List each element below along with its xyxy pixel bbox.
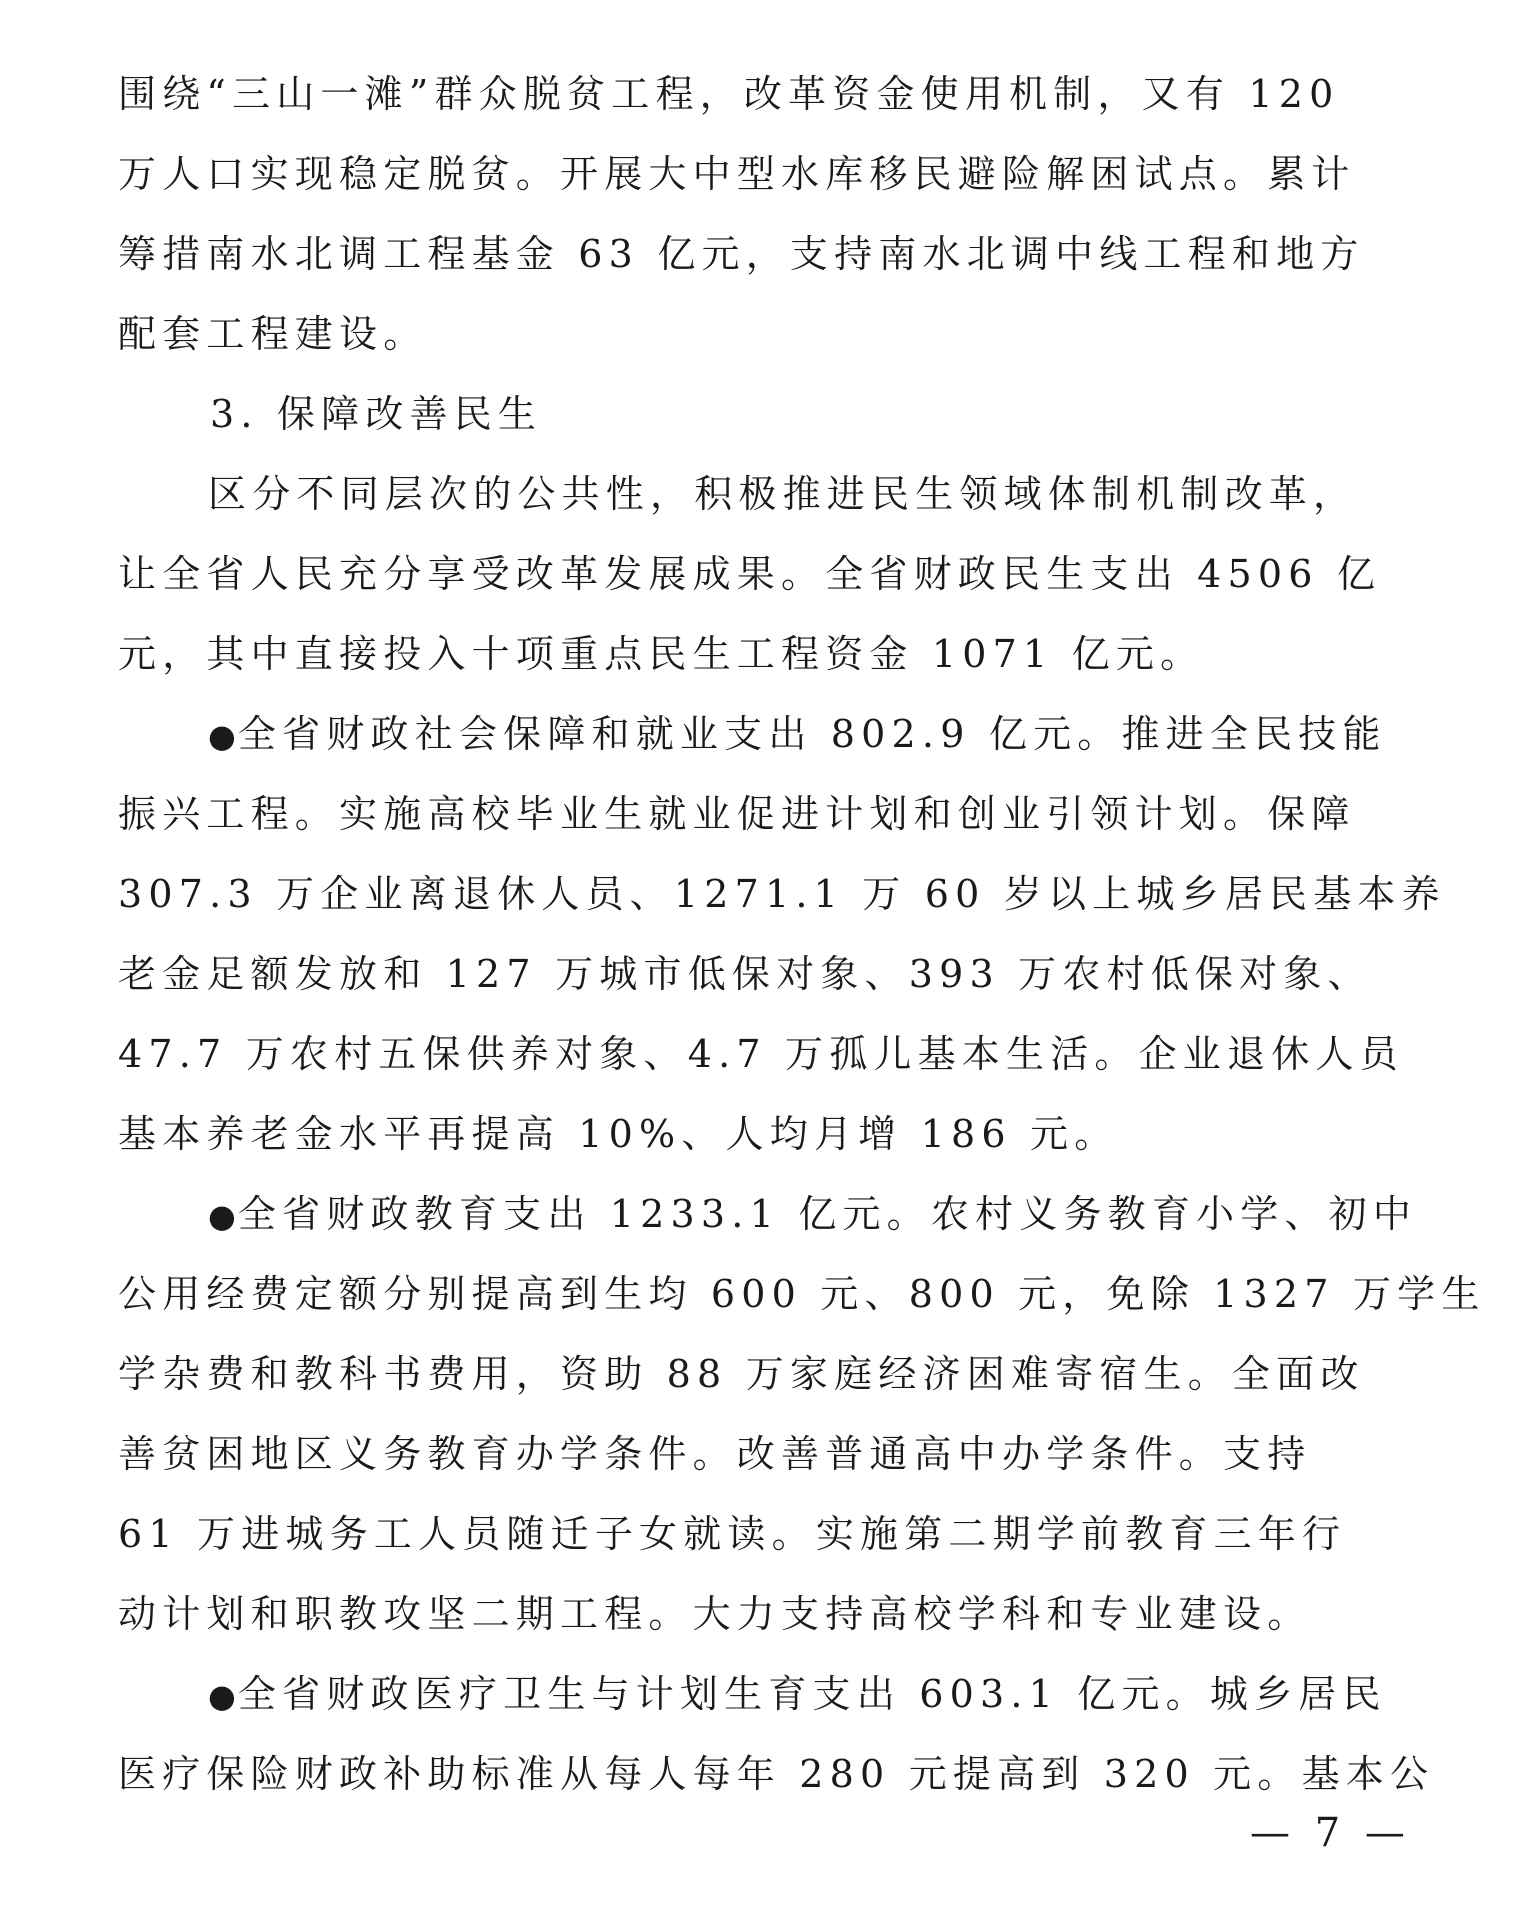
text-line: 善贫困地区义务教育办学条件。改善普通高中办学条件。支持 (118, 1432, 1312, 1476)
text-line: 全省财政社会保障和就业支出 802.9 亿元。推进全民技能 (237, 712, 1387, 756)
text-line: 307.3 万企业离退休人员、1271.1 万 60 岁以上城乡居民基本养 (118, 872, 1446, 916)
text-line: 围绕“三山一滩”群众脱贫工程，改革资金使用机制，又有 120 (118, 72, 1340, 116)
bullet-icon: ● (208, 1677, 236, 1715)
text-line: 配套工程建设。 (118, 312, 428, 356)
text-line: 全省财政教育支出 1233.1 亿元。农村义务教育小学、初中 (237, 1192, 1418, 1236)
bullet-icon: ● (208, 717, 236, 755)
text-line: 元，其中直接投入十项重点民生工程资金 1071 亿元。 (118, 632, 1205, 676)
bullet-paragraph-start (208, 1190, 1417, 1240)
text-line: 61 万进城务工人员随迁子女就读。实施第二期学前教育三年行 (118, 1512, 1347, 1556)
text-line: 让全省人民充分享受改革发展成果。全省财政民生支出 4506 亿 (118, 552, 1382, 596)
text-line: 基本养老金水平再提高 10%、人均月增 186 元。 (118, 1112, 1119, 1156)
bullet-paragraph-start (208, 1670, 1387, 1720)
text-line: 动计划和职教攻坚二期工程。大力支持高校学科和专业建设。 (118, 1592, 1312, 1636)
text-line: 47.7 万农村五保供养对象、4.7 万孤儿基本生活。企业退休人员 (118, 1032, 1404, 1076)
text-line: 区分不同层次的公共性，积极推进民生领域体制机制改革， (208, 472, 1358, 516)
text-line: 医疗保险财政补助标准从每人每年 280 元提高到 320 元。基本公 (118, 1752, 1435, 1796)
section-heading: 3. 保障改善民生 (210, 392, 543, 436)
bullet-paragraph-start (208, 710, 1387, 760)
text-line: 学杂费和教科书费用，资助 88 万家庭经济困难寄宿生。全面改 (118, 1352, 1365, 1396)
text-line: 公用经费定额分别提高到生均 600 元、800 元，免除 1327 万学生 (118, 1272, 1486, 1316)
text-line: 振兴工程。实施高校毕业生就业促进计划和创业引领计划。保障 (118, 792, 1356, 836)
text-line: 全省财政医疗卫生与计划生育支出 603.1 亿元。城乡居民 (237, 1672, 1387, 1716)
bullet-icon: ● (208, 1197, 236, 1235)
text-line: 筹措南水北调工程基金 63 亿元，支持南水北调中线工程和地方 (118, 232, 1365, 276)
text-line: 万人口实现稳定脱贫。开展大中型水库移民避险解困试点。累计 (118, 152, 1356, 196)
page-number: — 7 — (1250, 1810, 1411, 1856)
text-line: 老金足额发放和 127 万城市低保对象、393 万农村低保对象、 (118, 952, 1372, 996)
